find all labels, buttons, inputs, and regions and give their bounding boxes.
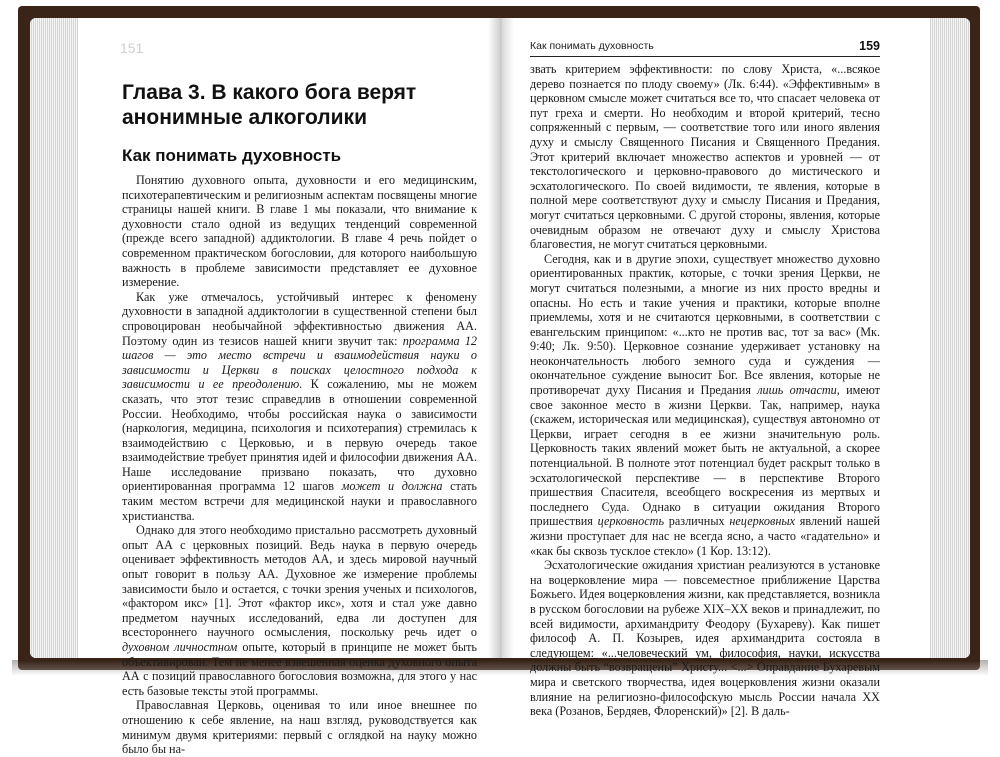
left-paragraph-1 [122, 173, 477, 290]
text-run: Понятию духовного опыта, духовности и его медицинским, психотерапевтическим и религиозным аспектам посвящены многие страницы нашей книги. В главе 1 мы показали, что внимание к духовности стало одной из ведущих тенденций современной (прежде всего западной) аддиктологии. В главе 4 речь пойдет о современном практическом богословии, для которого наибольшую важность в проблеме зависимости представляет ее духовное измерение. [122, 173, 477, 290]
left-paragraph-4 [122, 698, 477, 756]
text-run: опыте, который в принципе не может быть объективирован. Тем не менее взвешенная оценка духовного опыта АА с позиций православного богословия возможна, для этого у нас есть базовые тексты этой программы. [122, 640, 477, 698]
text-run: Однако для этого необходимо пристально рассмотреть духовный опыт АА с церковных позиций. Ведь наука в первую очередь оценивает эффективность методов АА, и здесь мировой научный опыт говорит в пользу АА. Духовное же измерение проблемы зависимости было и остается, с точки зрения ученых и психологов, «фактором икс» [1]. Этот «фактор икс», хотя и стал уже давно предметом научных исследований, едва ли доступен для всестороннего научного осмысления, поскольку речь идет о [122, 523, 477, 640]
right-paragraph-3 [530, 558, 880, 719]
running-header [530, 40, 880, 57]
right-paragraph-1 [530, 62, 880, 252]
page-number: 159 [859, 39, 880, 53]
text-run: Как уже отмечалось, устойчивый интерес к феномену духовности в западной аддиктологии в существенной степени был спровоцирован необычайной эффективностью движения АА. Поэтому один из тезисов нашей книги звучит так: [122, 289, 477, 348]
italic-run: духовном личностном [122, 640, 238, 654]
text-run: различных [664, 514, 730, 529]
text-run: явлений нашей жизни проступает для нас не всегда ясно, а часто «гадательно» и «как бы сквозь тусклое стекло» (1 Кор. 13:12). [530, 514, 880, 558]
right-paragraph-2 [530, 252, 880, 558]
text-run: Православная Церковь, оценивая то или иное внешнее по отношению к себе явление, на наш взгляд, руководствуется как минимум двумя критериями: первый с оглядкой на науку можно было бы на- [122, 698, 477, 757]
italic-run: может и должна [341, 479, 443, 494]
chapter-title: Глава 3. В какого бога верят анонимные алкоголики [122, 81, 417, 129]
running-header-title: Как понимать духовность [530, 40, 654, 52]
text-run: стать таким местом встречи для медицинской науки и православного христианства. [122, 479, 477, 523]
left-paragraph-2 [122, 290, 477, 524]
text-run: звать критерием эффективности: по слову Христа, «...всякое дерево познается по плоду своему» (Лк. 6:44). «Эффективным» в церковном смысле может считаться все то, что спасает человека от пут греха и смерти. Но необходим и второй критерий, тесно сопряженный с первым, — соответствие того или иного явления духу и смыслу Священного Писания и Священного Предания. Этот критерий включает множество аспектов и уровней — от текстологического и церковно-правового до мистического и эсхатологического. По своей видимости, те явления, которые в полной мере соответствуют духу и смыслу Писания и Предания, могут считаться церковными. С другой стороны, явления, которые очевидным образом не отвечают духу и смыслу Христова благовестия, не могут считаться церковными. [530, 62, 880, 252]
right-page-edges [930, 18, 970, 658]
left-page-edges [30, 18, 78, 658]
right-body-text [530, 62, 880, 719]
text-run: Эсхатологические ожидания христиан реализуются в установке на воцерковление мира — повсеместное приближение Царства Божьего. Идея воцерковления жизни, как представляется, возникла в русском богословии на рубеже XIX–XX веков и принадлежит, по всей видимости, архимандриту Феодору (Бухареву). Как пишет философ А. П. Козырев, идея архимандрита состояла в следующем: «...человеческий ум, философия, науки, искусства должны быть “возвращены” Христу... <...> Оправдание Бухаревым мира и светского творчества, идея воцерковления жизни оказали влияние на религиозно-философскую мысль России начала XX века (Розанов, Бердяев, Флоренский)» [2]. В даль- [530, 558, 880, 719]
italic-run: программа 12 шагов — это место встречи и взаимодействия науки о зависимости и Церкви в поисках целостного подхода к зависимости и ее преодолению [122, 333, 478, 392]
text-run: . К сожалению, мы не можем сказать, что этот тезис справедлив в отношении современной России. Необходимо, чтобы российская наука о зависимости (наркология, медицина, психология и психотерапия) стремилась к взаимодействию с Церковью, и в первую очередь такое взаимодействие требует принятия идей и философии движения АА. Наше исследование призвано показать, что духовно ориентированная программа 12 шагов [122, 377, 477, 494]
left-body-text [122, 173, 477, 757]
section-title: Как понимать духовность [122, 146, 342, 165]
text-run: Сегодня, как и в другие эпохи, существует множество духовно ориентированных практик, которые, с точки зрения Церкви, не могут считаться полезными, а многие из них просто вредны и опасны. Но есть и такие учения и практики, которые вполне приемлемы, хотя и не считаются церковными, в соответствии с евангельским принципом: «...кто не против вас, тот за вас» (Мк. 9:40; Лк. 9:50). Церковное сознание удерживает установку на неокончательность любого земного суда и суждения — окончательное суждение выносит Бог. Все явления, которые не противоречат духу Писания и Предания [530, 251, 880, 398]
italic-run: нецерковных [729, 514, 796, 529]
left-paragraph-3 [122, 523, 477, 698]
italic-run: церковность [597, 514, 665, 529]
text-run: , имеют свое законное место в жизни Церкви. Так, например, наука (скажем, историческая или медицинская), существуя автономно от Церкви, играет сегодня в ее жизни значительную роль. Церковность таких явлений может быть не актуальной, а скорее потенциальной. В полноте этот потенциал будет раскрыт только в эсхатологической перспективе — в перспективе Второго пришествия Спасителя, всеобщего воскресения из мертвых и последнего Суда. Однако в ситуации ожидания Второго пришествия [530, 383, 880, 529]
ghost-page-number: 151 [120, 40, 144, 56]
book-gutter [488, 18, 514, 658]
italic-run: лишь отчасти [757, 383, 837, 398]
